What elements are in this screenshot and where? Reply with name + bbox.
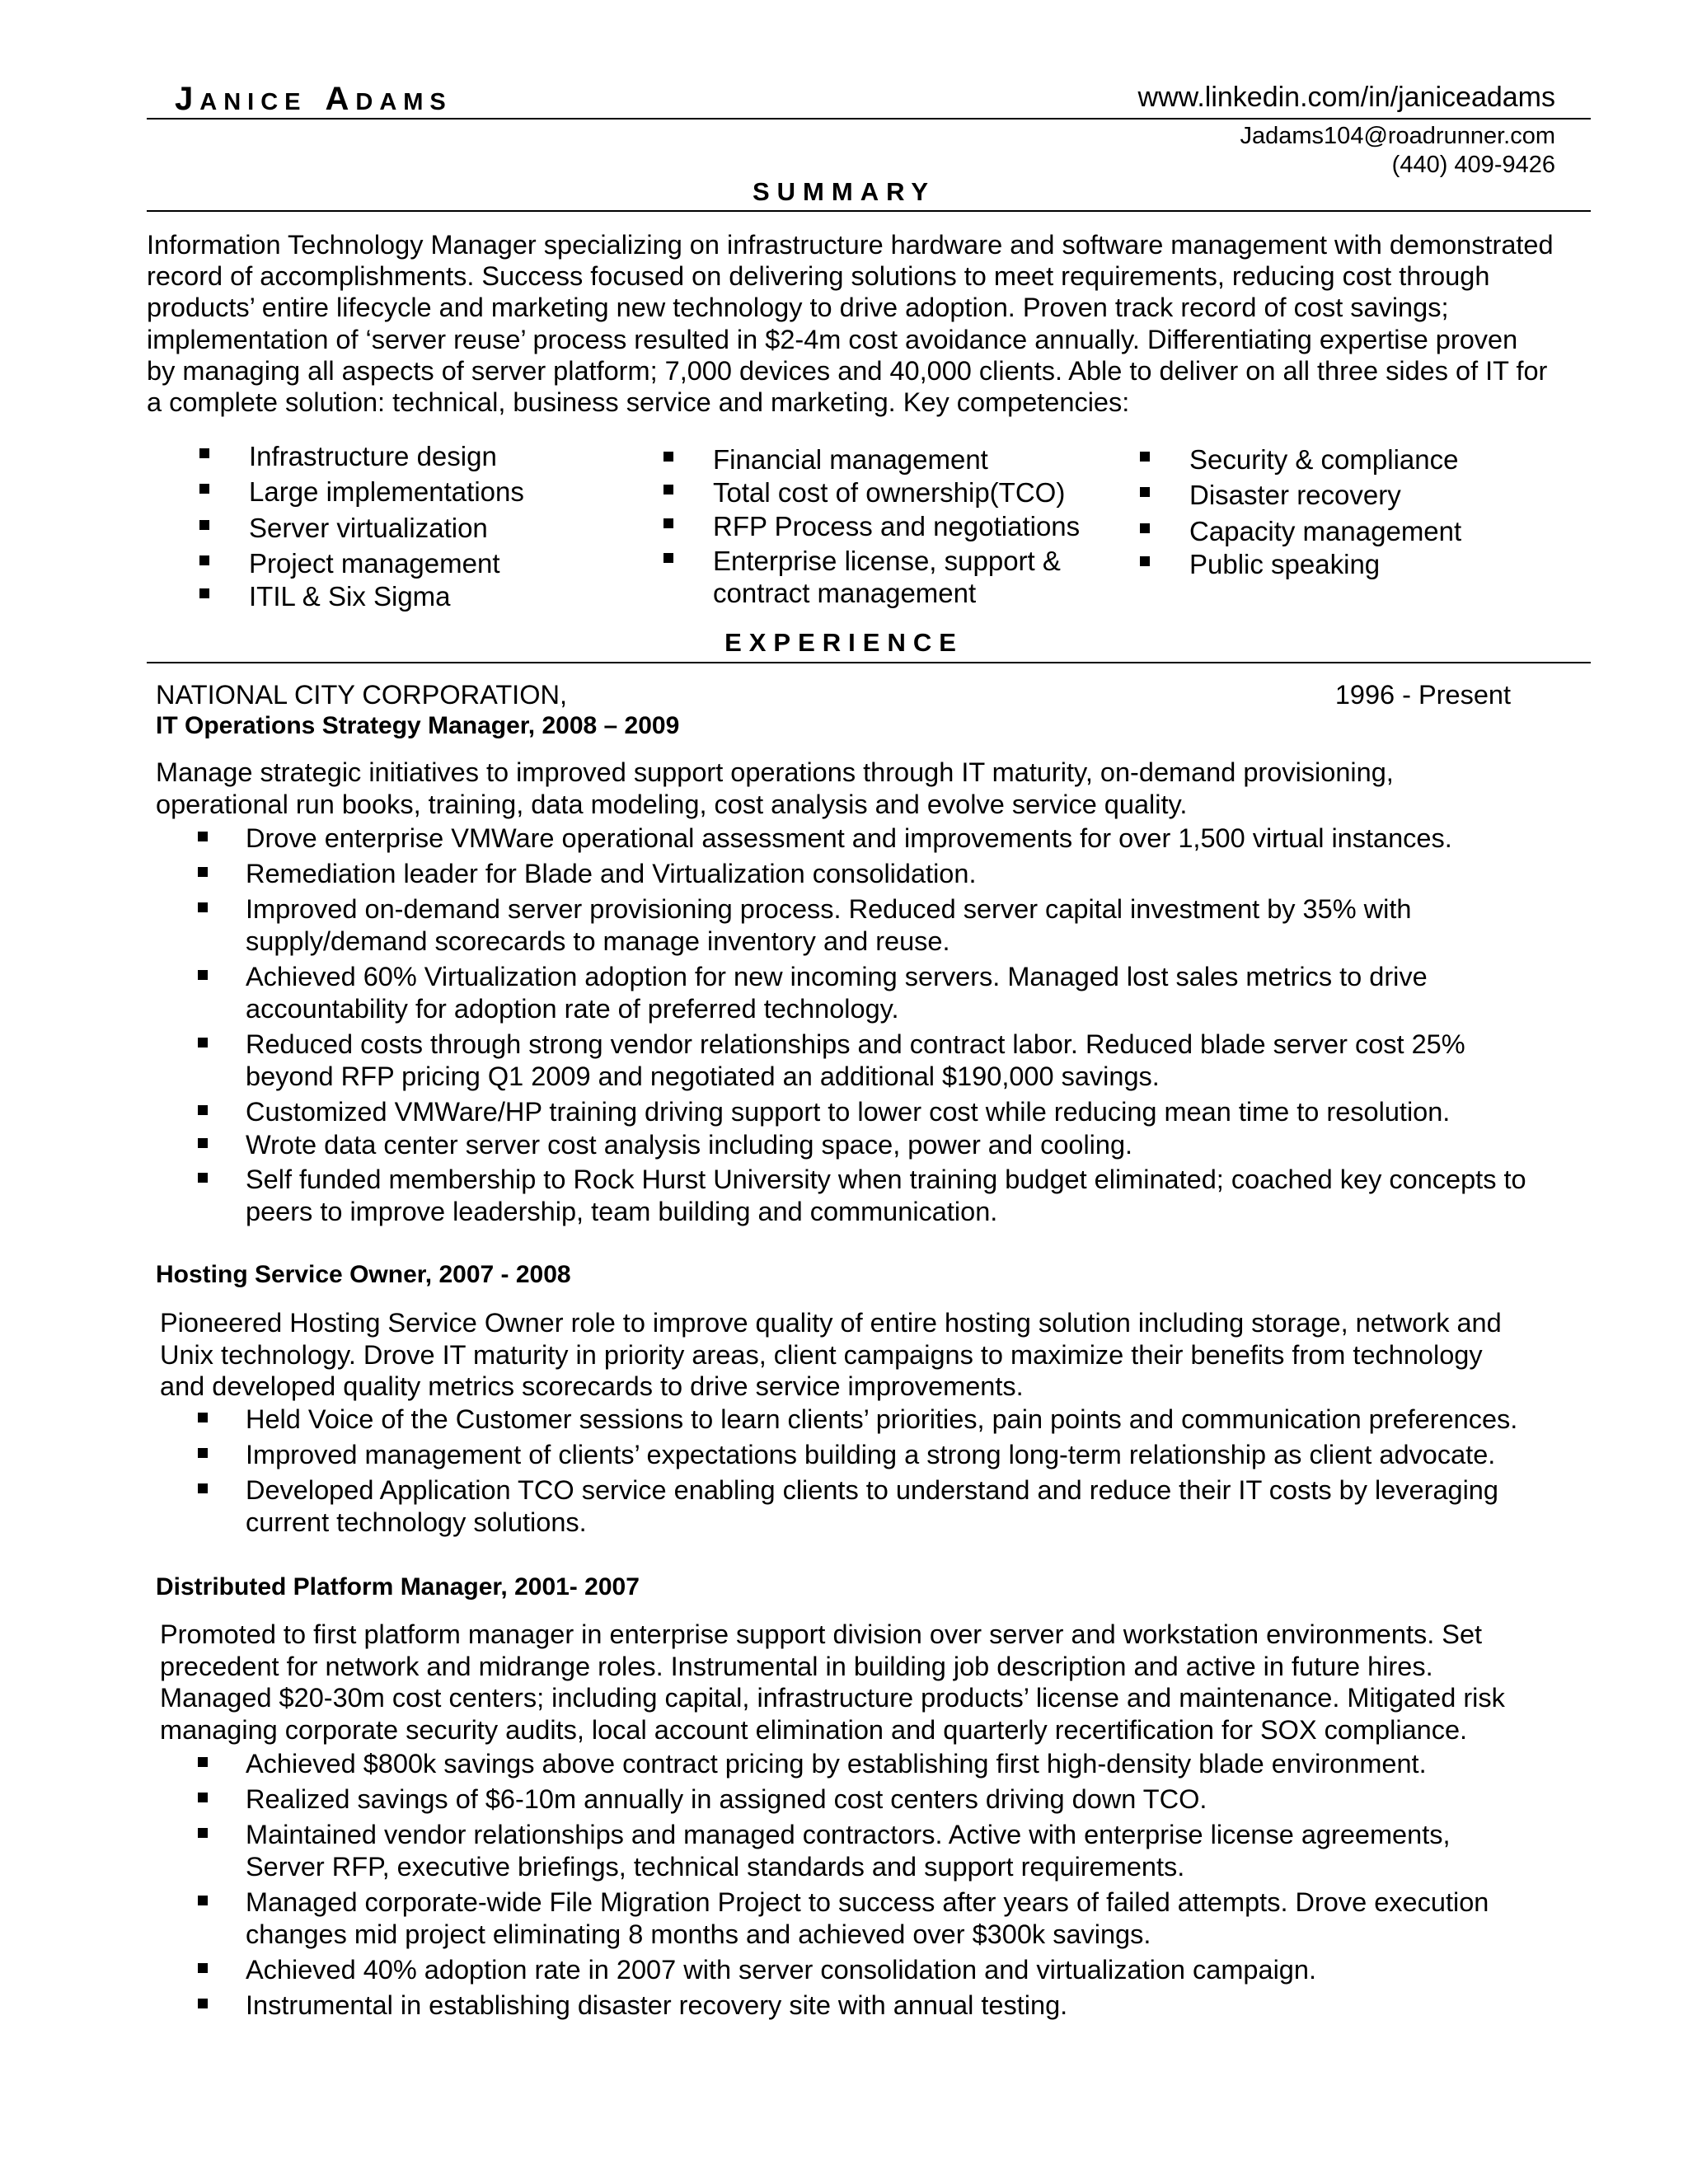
list-item: Self funded membership to Rock Hurst University when training budget eliminated; coached key concepts to peers to improve leadership, team building and communication.: [198, 1164, 1599, 1227]
role-bullets: [198, 1748, 1599, 2022]
list-item: Improved management of clients’ expectations building a strong long-term relationship as client advocate.: [198, 1439, 1599, 1474]
bullet-icon: [198, 1793, 208, 1802]
competency-item: Financial management: [663, 443, 1125, 476]
list-item: Held Voice of the Customer sessions to learn clients’ priorities, pain points and communication preferences.: [198, 1404, 1599, 1439]
competencies-column-1: [199, 440, 628, 612]
bullet-icon: [199, 484, 209, 494]
bullet-icon: [199, 555, 209, 565]
header-rule: [147, 118, 1591, 120]
employment-dates: 1996 - Present: [1334, 680, 1511, 710]
experience-rule: [147, 662, 1591, 663]
company-name: NATIONAL CITY CORPORATION,: [156, 680, 567, 710]
competency-item: Project management: [199, 547, 628, 580]
list-item: Achieved 60% Virtualization adoption for new incoming servers. Managed lost sales metrics to drive accountability for adoption rate of preferred technology.: [198, 961, 1599, 1029]
list-item: Achieved 40% adoption rate in 2007 with server consolidation and virtualization campaign.: [198, 1954, 1599, 1990]
bullet-icon: [198, 1828, 208, 1838]
phone-number: (440) 409-9426: [1391, 152, 1555, 178]
bullet-icon: [198, 832, 208, 841]
competency-item: Disaster recovery: [1140, 479, 1601, 515]
list-item: Realized savings of $6-10m annually in assigned cost centers driving down TCO.: [198, 1783, 1599, 1819]
experience-heading: EXPERIENCE: [724, 628, 964, 657]
summary-rule: [147, 210, 1591, 212]
bullet-icon: [198, 1413, 208, 1422]
competency-item: Large implementations: [199, 476, 628, 512]
bullet-icon: [663, 452, 673, 462]
role-bullets: [198, 1404, 1599, 1538]
competency-item: Infrastructure design: [199, 440, 628, 476]
email-link[interactable]: Jadams104@roadrunner.com: [1240, 123, 1555, 149]
role-description: Promoted to first platform manager in enterprise support division over server and workstation environments. Set precedent for network and midrange roles. Instrumental in building job description and active in future hires. Managed $20-30m cost centers; including capital, infrastructure products’ license and maintenance. Mitigated risk managing corporate security audits, local account elimination and quarterly recertification for SOX compliance.: [160, 1619, 1505, 1745]
competency-item: ITIL & Six Sigma: [199, 580, 628, 612]
summary-heading: SUMMARY: [752, 177, 935, 206]
candidate-name: [175, 79, 452, 122]
bullet-icon: [198, 1448, 208, 1458]
role-description: Manage strategic initiatives to improved support operations through IT maturity, on-demand provisioning, operational run books, training, data modeling, cost analysis and evolve service quality.: [156, 757, 1394, 819]
competency-item: Security & compliance: [1140, 443, 1601, 479]
bullet-icon: [1140, 452, 1150, 462]
bullet-icon: [1140, 523, 1150, 533]
competency-item: Public speaking: [1140, 548, 1601, 580]
competency-item: Server virtualization: [199, 512, 628, 547]
bullet-icon: [198, 1963, 208, 1973]
bullet-icon: [198, 1999, 208, 2008]
name-first-rest: ANICE: [199, 89, 307, 115]
bullet-icon: [199, 588, 209, 598]
name-last-rest: DAMS: [355, 89, 452, 115]
role-bullets: [198, 823, 1599, 1227]
bullet-icon: [199, 448, 209, 458]
list-item: Achieved $800k savings above contract pricing by establishing first high-density blade environment.: [198, 1748, 1599, 1783]
competency-item: Total cost of ownership(TCO): [663, 476, 1125, 510]
bullet-icon: [198, 1138, 208, 1148]
competencies-column-2: [663, 443, 1125, 609]
role-description: Pioneered Hosting Service Owner role to improve quality of entire hosting solution including storage, network and Unix technology. Drove IT maturity in priority areas, client campaigns to maximize their benefits from technology and developed quality metrics scorecards to drive service improvements.: [160, 1308, 1502, 1401]
list-item: Instrumental in establishing disaster recovery site with annual testing.: [198, 1990, 1599, 2022]
competency-item: Capacity management: [1140, 515, 1601, 548]
list-item: Reduced costs through strong vendor relationships and contract labor. Reduced blade server cost 25% beyond RFP pricing Q1 2009 and negotiated an additional $190,000 savings.: [198, 1029, 1599, 1096]
role-title: Hosting Service Owner, 2007 - 2008: [156, 1261, 571, 1288]
summary-text: Information Technology Manager specializing on infrastructure hardware and software management with demonstrated record of accomplishments. Success focused on delivering solutions to meet requirements, reducing cost through products’ entire lifecycle and marketing new technology to drive adoption. Proven track record of cost savings; implementation of ‘server reuse’ process resulted in $2-4m cost avoidance annually. Differentiating expertise proven by managing all aspects of server platform; 7,000 devices and 40,000 clients. Able to deliver on all three sides of IT for a complete solution: technical, business service and marketing. Key competencies:: [147, 230, 1554, 418]
bullet-icon: [198, 970, 208, 980]
name-last-initial: A: [325, 81, 356, 117]
bullet-icon: [198, 1038, 208, 1047]
bullet-icon: [663, 485, 673, 494]
list-item: Maintained vendor relationships and managed contractors. Active with enterprise license agreements, Server RFP, executive briefings, technical standards and support requirements.: [198, 1819, 1599, 1886]
linkedin-link[interactable]: www.linkedin.com/in/janiceadams: [1137, 82, 1555, 113]
competencies-column-3: [1140, 443, 1601, 580]
bullet-icon: [198, 867, 208, 877]
role-title: Distributed Platform Manager, 2001- 2007: [156, 1573, 640, 1601]
bullet-icon: [199, 520, 209, 530]
bullet-icon: [198, 1757, 208, 1767]
competency-item: RFP Process and negotiations: [663, 510, 1125, 545]
bullet-icon: [198, 1173, 208, 1183]
competency-item: Enterprise license, support & contract management: [663, 545, 1125, 609]
bullet-icon: [198, 902, 208, 912]
list-item: Developed Application TCO service enabling clients to understand and reduce their IT costs by leveraging current technology solutions.: [198, 1474, 1599, 1538]
bullet-icon: [1140, 556, 1150, 566]
bullet-icon: [663, 518, 673, 528]
bullet-icon: [198, 1483, 208, 1493]
bullet-icon: [1140, 487, 1150, 497]
name-first-initial: J: [175, 81, 200, 117]
bullet-icon: [663, 553, 673, 563]
list-item: Managed corporate-wide File Migration Project to success after years of failed attempts. Drove execution changes mid project eliminating 8 months and achieved over $300k savings.: [198, 1886, 1599, 1954]
list-item: Drove enterprise VMWare operational assessment and improvements for over 1,500 virtual instances.: [198, 823, 1599, 858]
list-item: Improved on-demand server provisioning process. Reduced server capital investment by 35% with supply/demand scorecards to manage inventory and reuse.: [198, 893, 1599, 961]
bullet-icon: [198, 1105, 208, 1115]
bullet-icon: [198, 1896, 208, 1905]
list-item: Customized VMWare/HP training driving support to lower cost while reducing mean time to resolution.: [198, 1096, 1599, 1129]
list-item: Remediation leader for Blade and Virtualization consolidation.: [198, 858, 1599, 893]
role-title: IT Operations Strategy Manager, 2008 – 2009: [156, 712, 680, 739]
list-item: Wrote data center server cost analysis including space, power and cooling.: [198, 1129, 1599, 1164]
